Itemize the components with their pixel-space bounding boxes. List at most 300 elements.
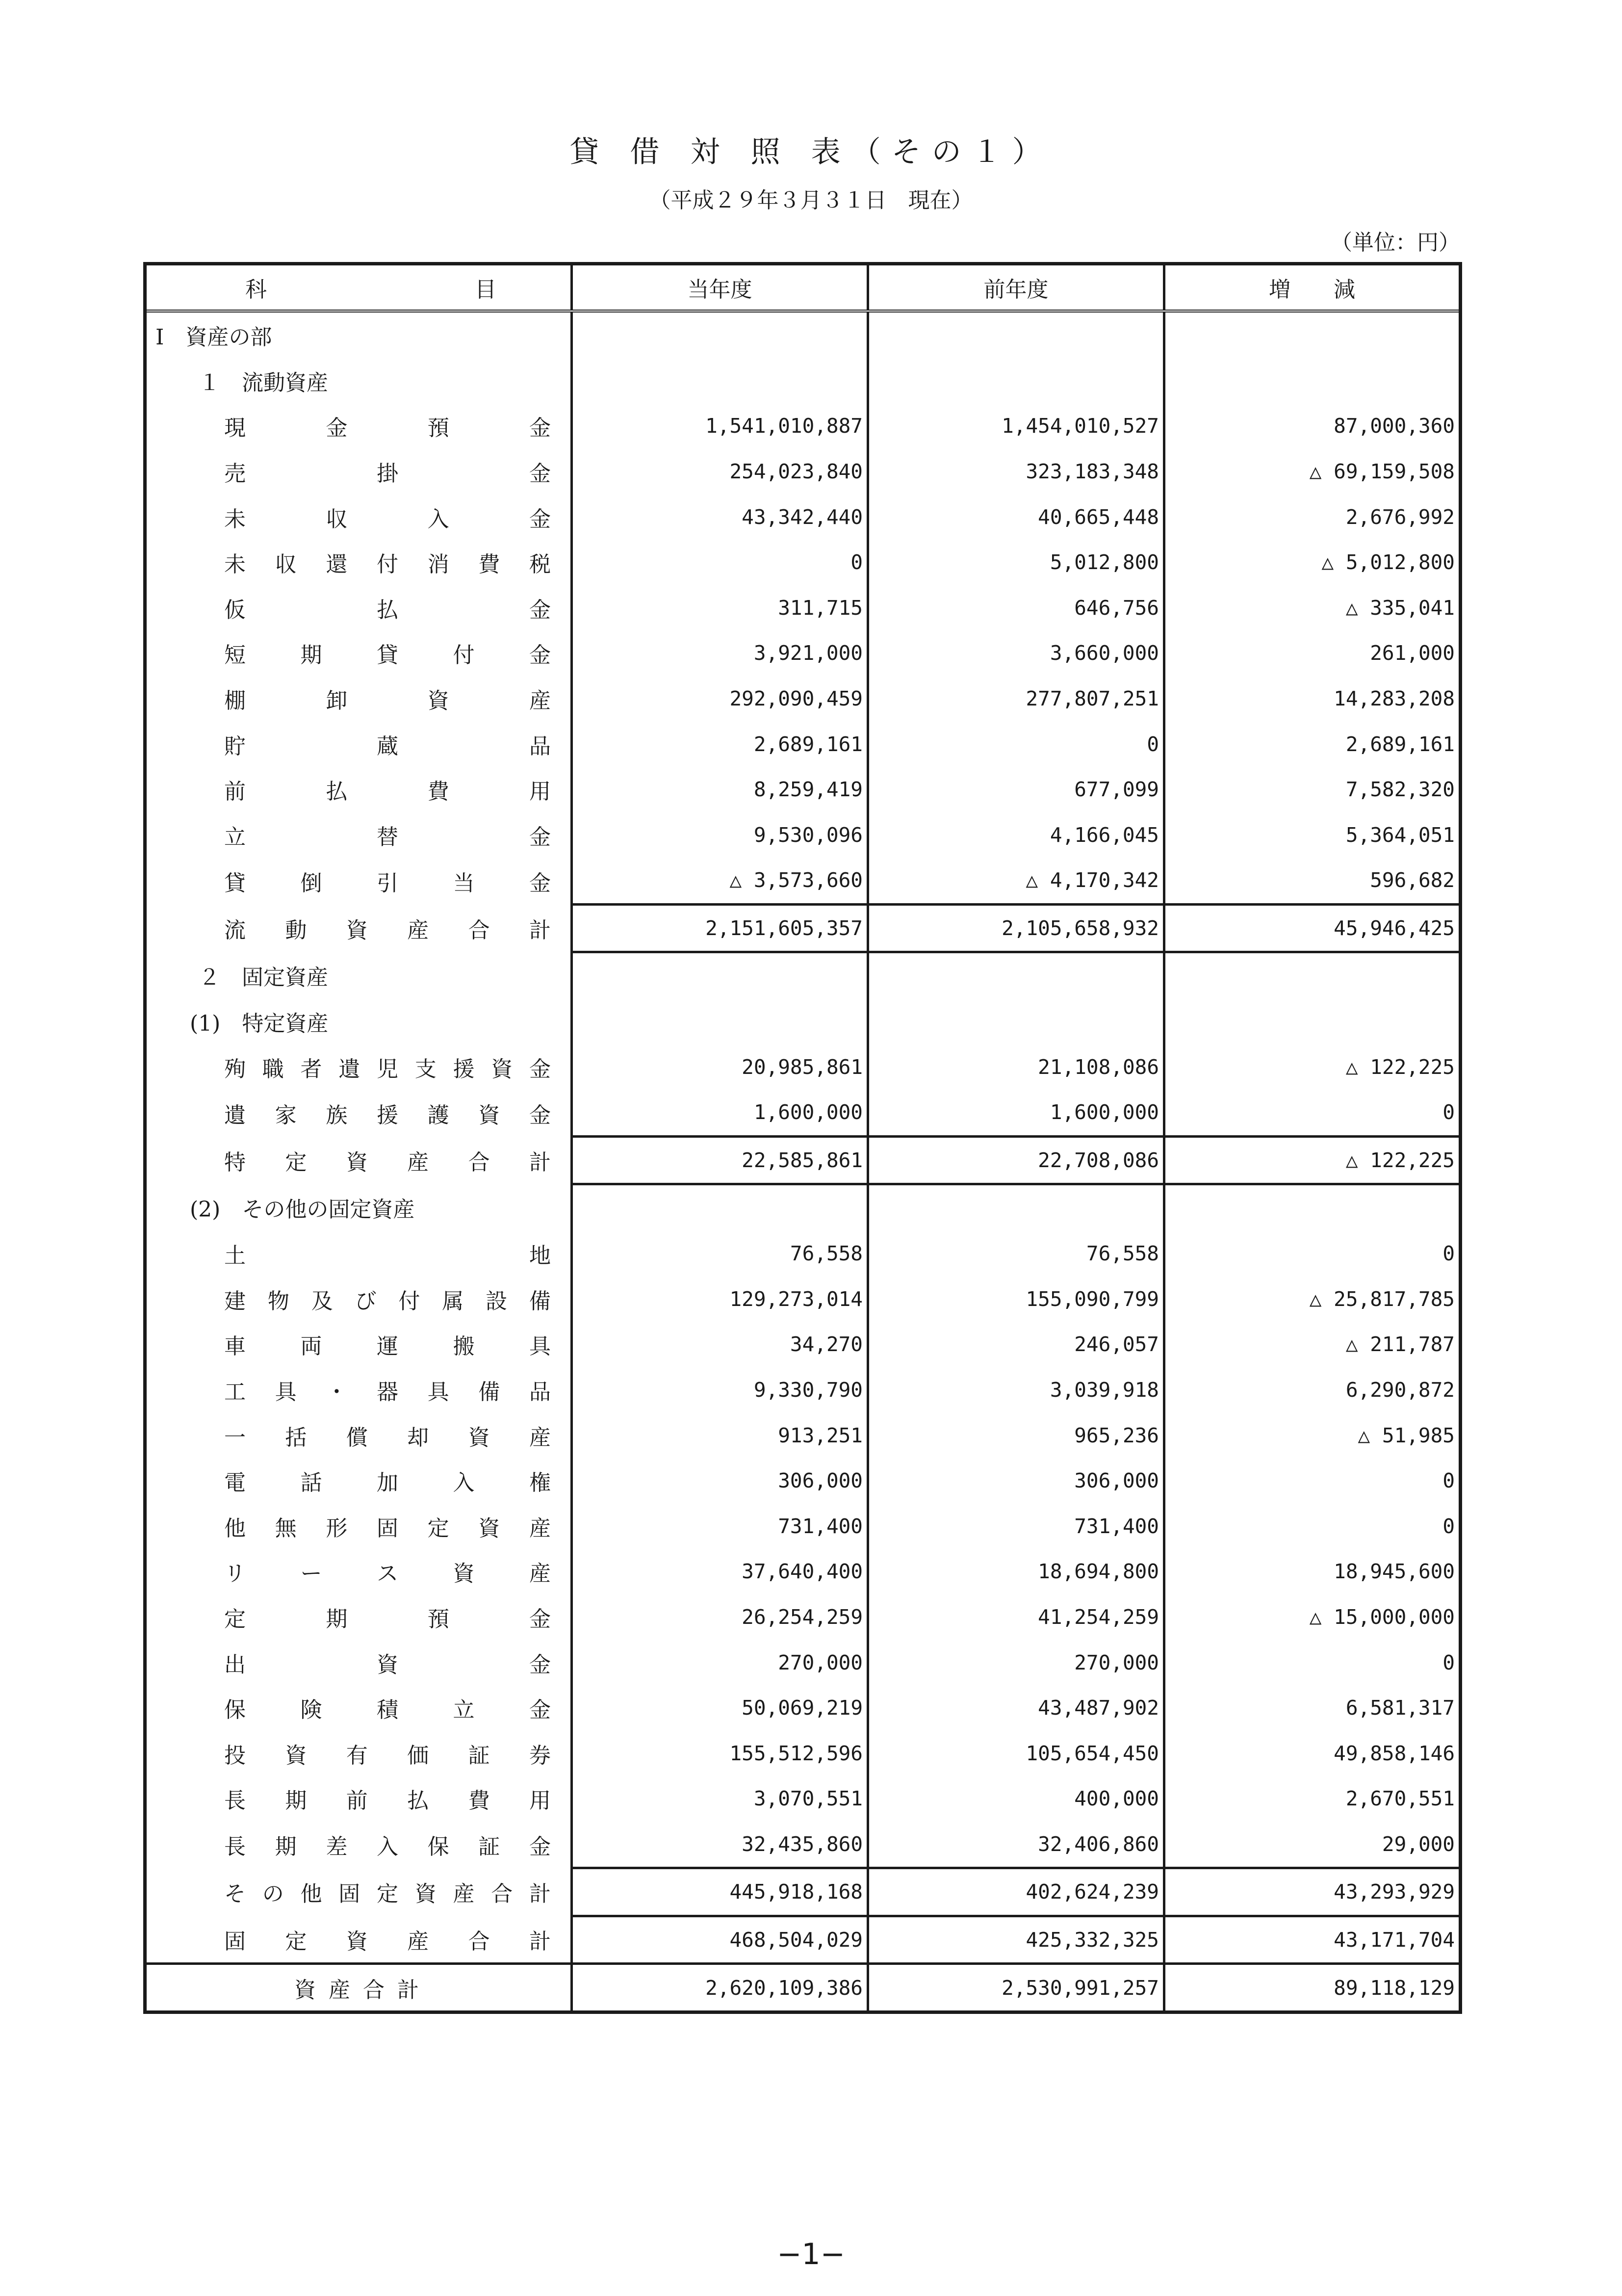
cell-previous bbox=[868, 1184, 1164, 1231]
cell-previous bbox=[868, 999, 1164, 1044]
cell-change: 2,676,992 bbox=[1164, 494, 1461, 540]
label-char: 未 bbox=[224, 552, 246, 577]
row-label bbox=[145, 311, 572, 358]
table-row bbox=[145, 311, 1461, 358]
label-char: 倒 bbox=[300, 870, 322, 896]
label-char: 児 bbox=[377, 1056, 398, 1082]
cell-previous: 40,665,448 bbox=[868, 494, 1164, 540]
table-row bbox=[145, 1276, 1461, 1322]
cell-change: 0 bbox=[1164, 1503, 1461, 1549]
cell-previous: 2,105,658,932 bbox=[868, 904, 1164, 952]
cell-current bbox=[572, 358, 868, 404]
cell-current: 22,585,861 bbox=[572, 1136, 868, 1184]
cell-change: △ 69,159,508 bbox=[1164, 449, 1461, 495]
row-label bbox=[145, 1367, 572, 1413]
cell-previous: 22,708,086 bbox=[868, 1136, 1164, 1184]
header-subject-part1: 科 bbox=[245, 277, 267, 302]
label-char: 合 bbox=[468, 1929, 490, 1954]
label-char: 金 bbox=[529, 1102, 551, 1128]
label-char: 証 bbox=[478, 1834, 500, 1860]
table-header-row bbox=[145, 264, 1461, 312]
cell-change: △ 122,225 bbox=[1164, 1136, 1461, 1184]
label-char: 族 bbox=[326, 1102, 348, 1128]
table-row bbox=[145, 540, 1461, 585]
label-char: 金 bbox=[529, 1697, 551, 1723]
label-char: 土 bbox=[224, 1243, 246, 1269]
row-label bbox=[145, 494, 572, 540]
cell-current: 2,620,109,386 bbox=[572, 1964, 868, 2012]
row-label bbox=[145, 1090, 572, 1136]
cell-previous bbox=[868, 952, 1164, 999]
table-row bbox=[145, 585, 1461, 631]
label-char: 費 bbox=[468, 1788, 490, 1814]
table-row bbox=[145, 1685, 1461, 1731]
table-row bbox=[145, 358, 1461, 404]
label-char: 具 bbox=[275, 1379, 297, 1405]
row-label bbox=[145, 1276, 572, 1322]
cell-previous: 1,600,000 bbox=[868, 1090, 1164, 1136]
row-label bbox=[145, 1776, 572, 1822]
label-char: 用 bbox=[529, 779, 551, 805]
cell-previous: 43,487,902 bbox=[868, 1685, 1164, 1731]
cell-change: △ 211,787 bbox=[1164, 1322, 1461, 1367]
row-label bbox=[145, 1231, 572, 1277]
table-row bbox=[145, 676, 1461, 722]
row-label bbox=[145, 1184, 572, 1231]
cell-current: 445,918,168 bbox=[572, 1868, 868, 1916]
label-char: び bbox=[355, 1288, 377, 1314]
label-char: 当 bbox=[453, 870, 475, 896]
cell-current: 9,530,096 bbox=[572, 812, 868, 858]
label-char: そ bbox=[224, 1881, 246, 1907]
label-char: 未 bbox=[224, 506, 246, 532]
label-char: ス bbox=[377, 1561, 398, 1587]
label-char: 定 bbox=[377, 1881, 398, 1907]
row-label bbox=[145, 952, 572, 999]
label-char: 資 bbox=[491, 1056, 513, 1082]
cell-change bbox=[1164, 952, 1461, 999]
cell-change: 0 bbox=[1164, 1640, 1461, 1685]
label-char: 産 bbox=[453, 1881, 475, 1907]
cell-change: 6,581,317 bbox=[1164, 1685, 1461, 1731]
label-char: 金 bbox=[529, 824, 551, 850]
cell-previous: 21,108,086 bbox=[868, 1044, 1164, 1090]
table-row bbox=[145, 858, 1461, 904]
label-char: 他 bbox=[224, 1515, 246, 1541]
cell-change bbox=[1164, 999, 1461, 1044]
table-body bbox=[145, 311, 1461, 2012]
cell-current: 270,000 bbox=[572, 1640, 868, 1685]
label-char: 掛 bbox=[377, 461, 398, 487]
cell-current: 129,273,014 bbox=[572, 1276, 868, 1322]
label-char: 現 bbox=[224, 416, 246, 441]
label-char: 家 bbox=[275, 1102, 297, 1128]
cell-current: 292,090,459 bbox=[572, 676, 868, 722]
label-char: 産 bbox=[529, 1515, 551, 1541]
header-change: 増 減 bbox=[1164, 264, 1461, 312]
cell-change: △ 335,041 bbox=[1164, 585, 1461, 631]
cell-previous: 4,166,045 bbox=[868, 812, 1164, 858]
label-char: 資 bbox=[478, 1102, 500, 1128]
label-char: 産 bbox=[529, 1425, 551, 1450]
label-char: 払 bbox=[407, 1788, 429, 1814]
cell-change: 43,293,929 bbox=[1164, 1868, 1461, 1916]
row-label bbox=[145, 1685, 572, 1731]
row-label-text: ２ 固定資産 bbox=[199, 965, 328, 991]
row-label-text: (1) 特定資産 bbox=[190, 1011, 329, 1037]
label-char: 資 bbox=[346, 1929, 368, 1954]
label-char: 殉 bbox=[224, 1056, 246, 1082]
label-char: 還 bbox=[326, 552, 348, 577]
cell-current: 43,342,440 bbox=[572, 494, 868, 540]
label-char: 付 bbox=[376, 552, 398, 577]
label-char: 地 bbox=[529, 1243, 551, 1269]
header-previous-year: 前年度 bbox=[868, 264, 1164, 312]
cell-change: △ 25,817,785 bbox=[1164, 1276, 1461, 1322]
table-row bbox=[145, 449, 1461, 495]
label-char: 入 bbox=[453, 1470, 475, 1496]
label-char: 一 bbox=[224, 1425, 246, 1450]
cell-change: △ 51,985 bbox=[1164, 1412, 1461, 1458]
label-char: 預 bbox=[427, 416, 449, 441]
cell-previous: 400,000 bbox=[868, 1776, 1164, 1822]
label-char: 証 bbox=[468, 1743, 490, 1768]
row-label bbox=[145, 904, 572, 952]
cell-change: 87,000,360 bbox=[1164, 403, 1461, 449]
row-label bbox=[145, 1868, 572, 1916]
table-row bbox=[145, 952, 1461, 999]
label-char: ・ bbox=[326, 1379, 348, 1405]
table-row bbox=[145, 1231, 1461, 1277]
label-char: 引 bbox=[377, 870, 398, 896]
label-char: 保 bbox=[427, 1834, 449, 1860]
cell-previous: 105,654,450 bbox=[868, 1730, 1164, 1776]
label-char: 具 bbox=[529, 1334, 551, 1359]
label-char: 預 bbox=[427, 1606, 449, 1632]
cell-change: 2,689,161 bbox=[1164, 721, 1461, 767]
cell-current: △ 3,573,660 bbox=[572, 858, 868, 904]
cell-current: 2,689,161 bbox=[572, 721, 868, 767]
label-char: 入 bbox=[376, 1834, 398, 1860]
row-label-text: (2) その他の固定資産 bbox=[190, 1197, 415, 1223]
cell-change: 0 bbox=[1164, 1231, 1461, 1277]
table-row bbox=[145, 403, 1461, 449]
row-label bbox=[145, 1916, 572, 1964]
label-char: 援 bbox=[376, 1102, 398, 1128]
label-char: 括 bbox=[285, 1425, 307, 1450]
label-char: 資 bbox=[427, 688, 449, 714]
label-char: 職 bbox=[262, 1056, 284, 1082]
label-char: 資 bbox=[346, 1149, 368, 1175]
cell-change: 2,670,551 bbox=[1164, 1776, 1461, 1822]
cell-change: △ 122,225 bbox=[1164, 1044, 1461, 1090]
label-char: 費 bbox=[427, 779, 449, 805]
cell-current: 8,259,419 bbox=[572, 767, 868, 812]
cell-current: 76,558 bbox=[572, 1231, 868, 1277]
table-row bbox=[145, 1594, 1461, 1640]
cell-previous: 18,694,800 bbox=[868, 1549, 1164, 1594]
row-label-text: １ 流動資産 bbox=[199, 370, 328, 395]
label-char: 貸 bbox=[377, 643, 398, 668]
cell-current: 0 bbox=[572, 540, 868, 585]
document-title: 貸 借 対 照 表（その１） bbox=[569, 135, 1053, 169]
label-char: 定 bbox=[285, 1929, 307, 1954]
cell-current: 32,435,860 bbox=[572, 1822, 868, 1868]
table-row bbox=[145, 1458, 1461, 1504]
label-char: 費 bbox=[478, 552, 500, 577]
cell-previous bbox=[868, 358, 1164, 404]
row-label bbox=[145, 1640, 572, 1685]
row-label bbox=[145, 540, 572, 585]
cell-change: 14,283,208 bbox=[1164, 676, 1461, 722]
cell-change: 49,858,146 bbox=[1164, 1730, 1461, 1776]
cell-current: 37,640,400 bbox=[572, 1549, 868, 1594]
cell-current: 155,512,596 bbox=[572, 1730, 868, 1776]
label-char: リ bbox=[224, 1561, 246, 1587]
table-row bbox=[145, 904, 1461, 952]
label-char: 搬 bbox=[453, 1334, 475, 1359]
table-row bbox=[145, 1640, 1461, 1685]
table-row bbox=[145, 1322, 1461, 1367]
cell-current: 913,251 bbox=[572, 1412, 868, 1458]
label-char: 電 bbox=[224, 1470, 246, 1496]
cell-change: 261,000 bbox=[1164, 630, 1461, 676]
label-char: 産 bbox=[407, 1929, 429, 1954]
label-char: 収 bbox=[326, 506, 348, 532]
row-label bbox=[145, 585, 572, 631]
label-char: 資 bbox=[346, 918, 368, 943]
table-row bbox=[145, 1044, 1461, 1090]
table-row bbox=[145, 1730, 1461, 1776]
row-label bbox=[145, 676, 572, 722]
label-char: ー bbox=[300, 1561, 322, 1587]
cell-previous: 155,090,799 bbox=[868, 1276, 1164, 1322]
cell-current bbox=[572, 999, 868, 1044]
cell-previous: 1,454,010,527 bbox=[868, 403, 1164, 449]
label-char: 期 bbox=[326, 1606, 348, 1632]
label-char: 金 bbox=[529, 461, 551, 487]
label-char: 車 bbox=[224, 1334, 246, 1359]
row-label bbox=[145, 1549, 572, 1594]
table-row bbox=[145, 1822, 1461, 1868]
cell-current: 50,069,219 bbox=[572, 1685, 868, 1731]
table-row bbox=[145, 1090, 1461, 1136]
header-subject-part2: 目 bbox=[475, 277, 496, 302]
cell-current bbox=[572, 311, 868, 358]
label-char: 定 bbox=[285, 1149, 307, 1175]
row-label bbox=[145, 358, 572, 404]
cell-previous: 965,236 bbox=[868, 1412, 1164, 1458]
label-char: の bbox=[262, 1881, 284, 1907]
table-row bbox=[145, 1184, 1461, 1231]
unit-label: （単位：円） bbox=[1331, 230, 1460, 255]
cell-change: 596,682 bbox=[1164, 858, 1461, 904]
label-char: 固 bbox=[224, 1929, 246, 1954]
row-label-text: Ⅰ 資産の部 bbox=[155, 325, 272, 350]
label-char: 金 bbox=[529, 416, 551, 441]
cell-current: 311,715 bbox=[572, 585, 868, 631]
table-row bbox=[145, 1776, 1461, 1822]
label-char: 具 bbox=[427, 1379, 449, 1405]
label-char: 産 bbox=[529, 688, 551, 714]
label-char: 仮 bbox=[224, 597, 246, 623]
label-char: 金 bbox=[326, 416, 348, 441]
label-char: 品 bbox=[529, 1379, 551, 1405]
label-char: 立 bbox=[453, 1697, 475, 1723]
label-char: 付 bbox=[453, 643, 475, 668]
label-char: 定 bbox=[224, 1606, 246, 1632]
row-label bbox=[145, 1964, 572, 2012]
table-row bbox=[145, 1503, 1461, 1549]
label-char: 物 bbox=[267, 1288, 289, 1314]
cell-previous: △ 4,170,342 bbox=[868, 858, 1164, 904]
label-char: 金 bbox=[529, 1652, 551, 1677]
cell-change: 43,171,704 bbox=[1164, 1916, 1461, 1964]
label-char: 長 bbox=[224, 1834, 246, 1860]
label-char: 前 bbox=[346, 1788, 368, 1814]
label-char: 器 bbox=[376, 1379, 398, 1405]
table-row bbox=[145, 1367, 1461, 1413]
label-char: 固 bbox=[376, 1515, 398, 1541]
label-char: 資 bbox=[478, 1515, 500, 1541]
label-char: 立 bbox=[224, 824, 246, 850]
table-row bbox=[145, 999, 1461, 1044]
label-char: 払 bbox=[377, 597, 398, 623]
row-label bbox=[145, 999, 572, 1044]
label-char: 合 bbox=[491, 1881, 513, 1907]
row-label bbox=[145, 721, 572, 767]
label-char: 貸 bbox=[224, 870, 246, 896]
label-char: 金 bbox=[529, 597, 551, 623]
cell-current: 731,400 bbox=[572, 1503, 868, 1549]
label-char: 積 bbox=[377, 1697, 398, 1723]
label-char: 付 bbox=[398, 1288, 420, 1314]
label-char: 蔵 bbox=[377, 733, 398, 759]
cell-change: 5,364,051 bbox=[1164, 812, 1461, 858]
cell-current: 1,600,000 bbox=[572, 1090, 868, 1136]
label-char: 前 bbox=[224, 779, 246, 805]
label-char: 入 bbox=[427, 506, 449, 532]
row-label bbox=[145, 1594, 572, 1640]
label-char: 加 bbox=[377, 1470, 398, 1496]
label-char: 収 bbox=[275, 552, 297, 577]
table-row bbox=[145, 494, 1461, 540]
cell-current: 26,254,259 bbox=[572, 1594, 868, 1640]
row-label bbox=[145, 1412, 572, 1458]
table-row bbox=[145, 1964, 1461, 2012]
cell-previous: 2,530,991,257 bbox=[868, 1964, 1164, 2012]
label-char: 計 bbox=[529, 918, 551, 943]
label-char: 護 bbox=[427, 1102, 449, 1128]
table-row bbox=[145, 1916, 1461, 1964]
cell-previous: 731,400 bbox=[868, 1503, 1164, 1549]
cell-change: 6,290,872 bbox=[1164, 1367, 1461, 1413]
cell-change: △ 15,000,000 bbox=[1164, 1594, 1461, 1640]
row-label bbox=[145, 812, 572, 858]
label-char: 売 bbox=[224, 461, 246, 487]
cell-previous bbox=[868, 311, 1164, 358]
cell-current bbox=[572, 952, 868, 999]
row-label bbox=[145, 1044, 572, 1090]
row-label bbox=[145, 449, 572, 495]
row-label bbox=[145, 1458, 572, 1504]
label-char: 資 bbox=[414, 1881, 437, 1907]
label-char: 金 bbox=[529, 1834, 551, 1860]
label-char: 運 bbox=[377, 1334, 398, 1359]
row-label bbox=[145, 1730, 572, 1776]
document-date: （平成２９年３月３１日 現在） bbox=[649, 188, 973, 213]
label-char: 計 bbox=[529, 1881, 551, 1907]
page-number: −1− bbox=[777, 2237, 845, 2271]
cell-previous: 277,807,251 bbox=[868, 676, 1164, 722]
label-char: 他 bbox=[300, 1881, 322, 1907]
cell-current: 3,921,000 bbox=[572, 630, 868, 676]
label-char: 固 bbox=[338, 1881, 360, 1907]
row-label-text: 資産合計 bbox=[294, 1977, 432, 2003]
cell-previous: 306,000 bbox=[868, 1458, 1164, 1504]
cell-current bbox=[572, 1184, 868, 1231]
label-char: 定 bbox=[427, 1515, 449, 1541]
cell-current: 20,985,861 bbox=[572, 1044, 868, 1090]
row-label bbox=[145, 1822, 572, 1868]
label-char: 税 bbox=[529, 552, 551, 577]
cell-change: 7,582,320 bbox=[1164, 767, 1461, 812]
cell-change bbox=[1164, 358, 1461, 404]
cell-current: 2,151,605,357 bbox=[572, 904, 868, 952]
table-row bbox=[145, 1136, 1461, 1184]
cell-previous: 646,756 bbox=[868, 585, 1164, 631]
label-char: 金 bbox=[529, 506, 551, 532]
label-char: 用 bbox=[529, 1788, 551, 1814]
label-char: 長 bbox=[224, 1788, 246, 1814]
cell-change: 89,118,129 bbox=[1164, 1964, 1461, 2012]
label-char: 期 bbox=[300, 643, 322, 668]
label-char: 合 bbox=[468, 1149, 490, 1175]
label-char: 産 bbox=[407, 918, 429, 943]
label-char: 特 bbox=[224, 1149, 246, 1175]
cell-previous: 32,406,860 bbox=[868, 1822, 1164, 1868]
label-char: 支 bbox=[414, 1056, 437, 1082]
label-char: 出 bbox=[224, 1652, 246, 1677]
label-char: 遺 bbox=[224, 1102, 246, 1128]
label-char: 短 bbox=[224, 643, 246, 668]
cell-previous: 246,057 bbox=[868, 1322, 1164, 1367]
row-label bbox=[145, 858, 572, 904]
label-char: 計 bbox=[529, 1929, 551, 1954]
cell-current: 1,541,010,887 bbox=[572, 403, 868, 449]
label-char: 建 bbox=[224, 1288, 246, 1314]
label-char: 価 bbox=[407, 1743, 429, 1768]
label-char: 産 bbox=[407, 1149, 429, 1175]
table-row bbox=[145, 812, 1461, 858]
cell-change: 29,000 bbox=[1164, 1822, 1461, 1868]
cell-current: 9,330,790 bbox=[572, 1367, 868, 1413]
cell-current: 254,023,840 bbox=[572, 449, 868, 495]
label-char: 遺 bbox=[338, 1056, 360, 1082]
label-char: 金 bbox=[529, 643, 551, 668]
balance-sheet-table-wrapper bbox=[143, 262, 1459, 2014]
label-char: 産 bbox=[529, 1561, 551, 1587]
balance-sheet-table bbox=[143, 262, 1462, 2014]
label-char: 形 bbox=[326, 1515, 348, 1541]
table-row bbox=[145, 1549, 1461, 1594]
table-row bbox=[145, 721, 1461, 767]
header-current-year: 当年度 bbox=[572, 264, 868, 312]
table-row bbox=[145, 630, 1461, 676]
label-char: 有 bbox=[346, 1743, 368, 1768]
row-label bbox=[145, 630, 572, 676]
label-char: 話 bbox=[300, 1470, 322, 1496]
